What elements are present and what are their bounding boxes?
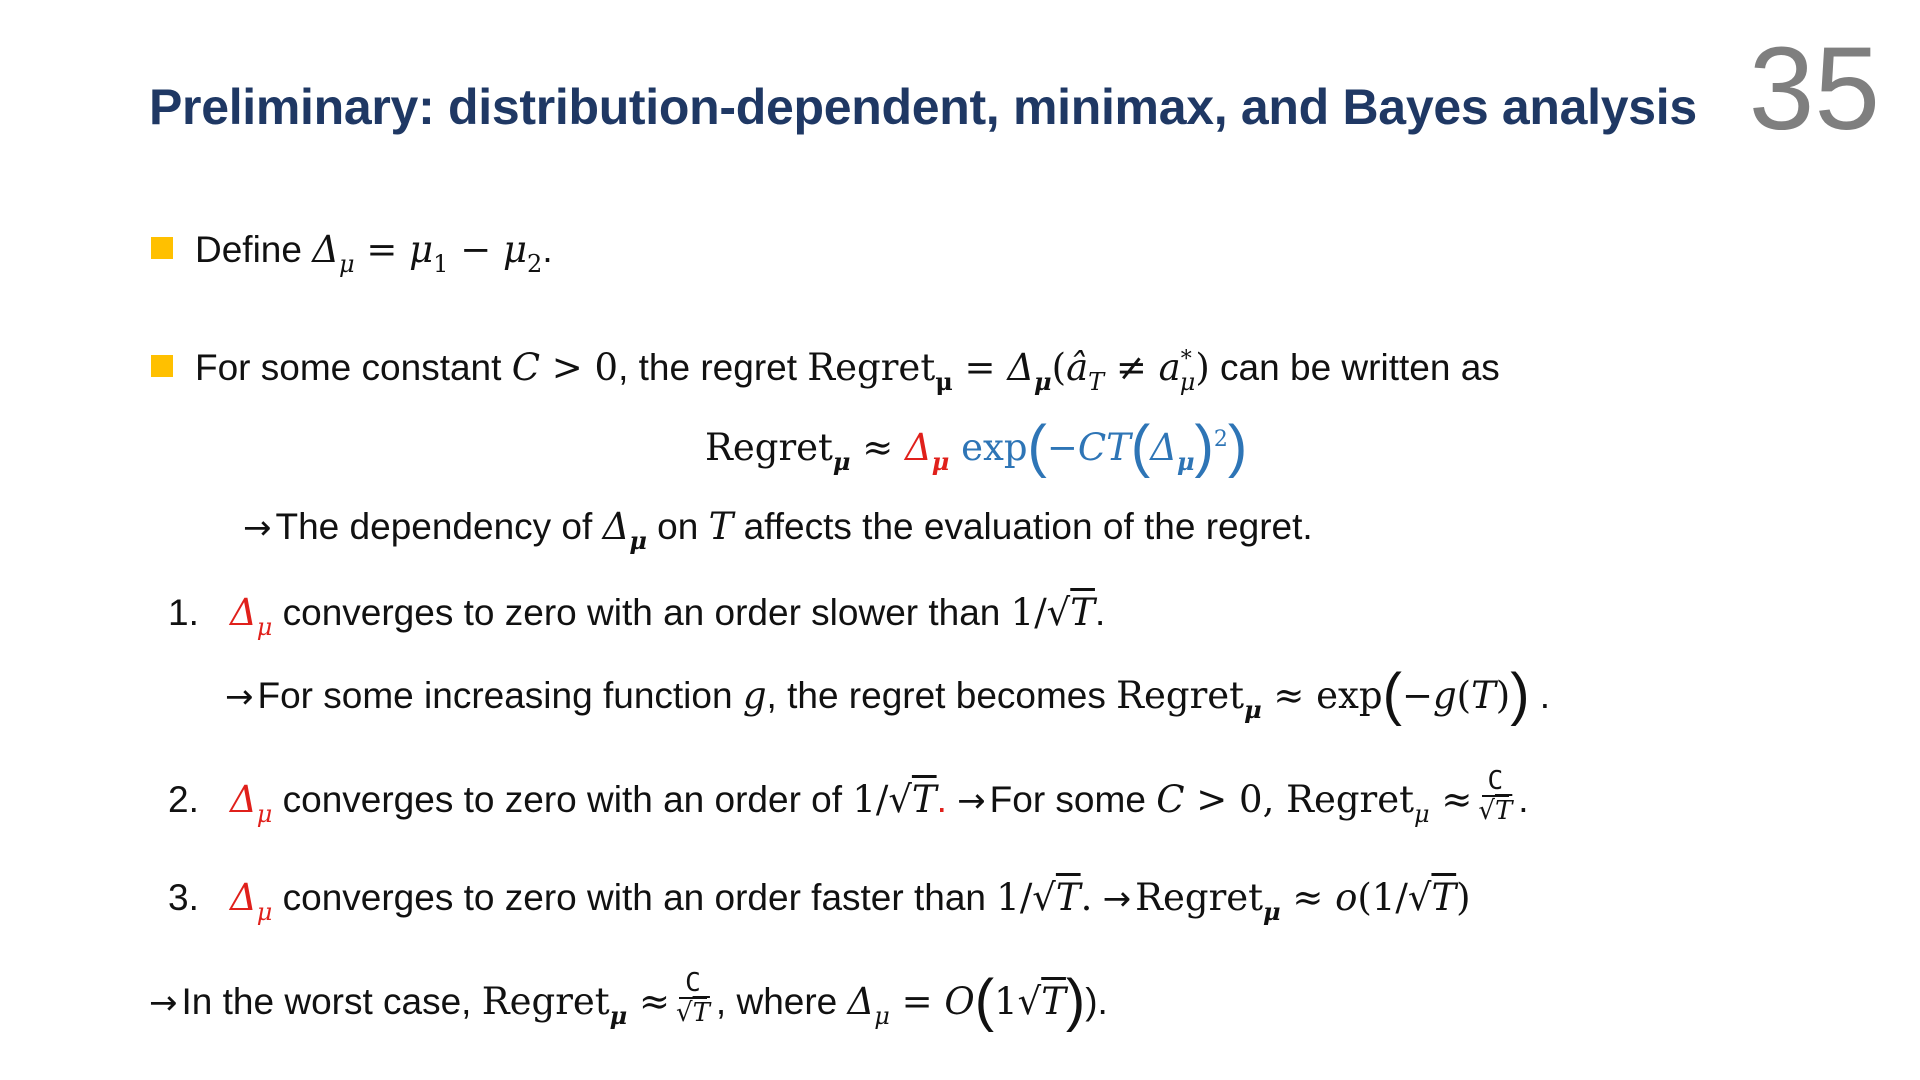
list-number: 3. (168, 877, 199, 918)
consequence-text-a: For some increasing function (257, 675, 743, 716)
regret-approx-formula: Regret$_\mu$ ≈ $\Delta_\mu$ $\exp(-CT(\Delta_\mu)^2)$ (705, 414, 1248, 479)
consequence-text-b: , the regret becomes (766, 675, 1117, 716)
bullet-define-delta: Define $\Delta_\mu = \mu_1 - \mu_2$. (151, 225, 553, 289)
dependency-text-c: affects the evaluation of the regret. (733, 506, 1313, 547)
worst-text-a: In the worst case, (181, 980, 482, 1022)
math-delta-def: $\Delta_\mu = \mu_1 - \mu_2$ (312, 228, 543, 278)
list-number: 1. (168, 592, 199, 633)
arrow-right-icon: → (149, 982, 178, 1023)
bullet-text: Define (195, 229, 313, 270)
bullet-text: For some constant (195, 347, 512, 388)
page-number: 35 (1748, 23, 1880, 155)
dependency-note: → The dependency of $\Delta_\mu$ on T affects the evaluation of the regret. (243, 505, 1313, 555)
dependency-text-b: on (657, 506, 709, 547)
fraction-c-over-sqrt-t: $\frac{C}{√T}$ (676, 968, 710, 1028)
list-text: converges to zero with an order slower than (272, 592, 1011, 633)
bullet-square-icon (151, 237, 173, 259)
list-item-1-consequence: → For some increasing function g, the regret becomes Regret$_\mu$ ≈ exp(−g(T)) . (225, 662, 1551, 727)
list-text: converges to zero with an order faster than (272, 877, 997, 918)
arrow-right-icon: → (957, 780, 986, 821)
worst-case-note: → In the worst case, Regret$_\mu$ ≈ $\frac{C}{√T}$ , where $\Delta_\mu = O(1√T)$). (149, 967, 1108, 1033)
list-item-3: 3. $\Delta_\mu$ converges to zero with an order faster than 1/√T. → Regret$_\mu$ ≈ o(1/√T) (168, 873, 1471, 937)
bullet-square-icon (151, 355, 173, 377)
list-item-2: 2. $\Delta_\mu$ converges to zero with an order of 1/√T. → For some C > 0, Regret$_\mu$ ≈ $\frac{C}{√T}$ . (168, 766, 1529, 828)
bullet-regret-def (151, 335, 1500, 407)
list-text: converges to zero with an order of (272, 778, 853, 820)
list-number: 2. (168, 778, 199, 820)
math-regret-def: Regret$_\mu$ = $\Delta_\mu(â_T \ne a^*_\mu)$ (807, 346, 1210, 396)
list-text-b: For some (989, 778, 1157, 820)
arrow-right-icon: → (243, 508, 272, 548)
fraction-c-over-sqrt-t: $\frac{C}{√T}$ (1478, 766, 1513, 826)
math-delta-red: $\Delta_\mu$ (905, 426, 950, 476)
slide-title: Preliminary: distribution-dependent, minimax, and Bayes analysis (149, 79, 1697, 135)
arrow-right-icon: → (1102, 879, 1132, 919)
list-item-1: 1. $\Delta_\mu$ converges to zero with an order slower than 1/√T. (168, 588, 1105, 652)
dependency-text-a: The dependency of (275, 506, 603, 547)
worst-text-b: , where (715, 980, 848, 1022)
arrow-right-icon: → (225, 677, 254, 717)
math-constant: C > 0 (511, 346, 619, 389)
bullet-text-suffix: can be written as (1209, 347, 1500, 388)
bullet-text-mid: , the regret (618, 347, 808, 388)
